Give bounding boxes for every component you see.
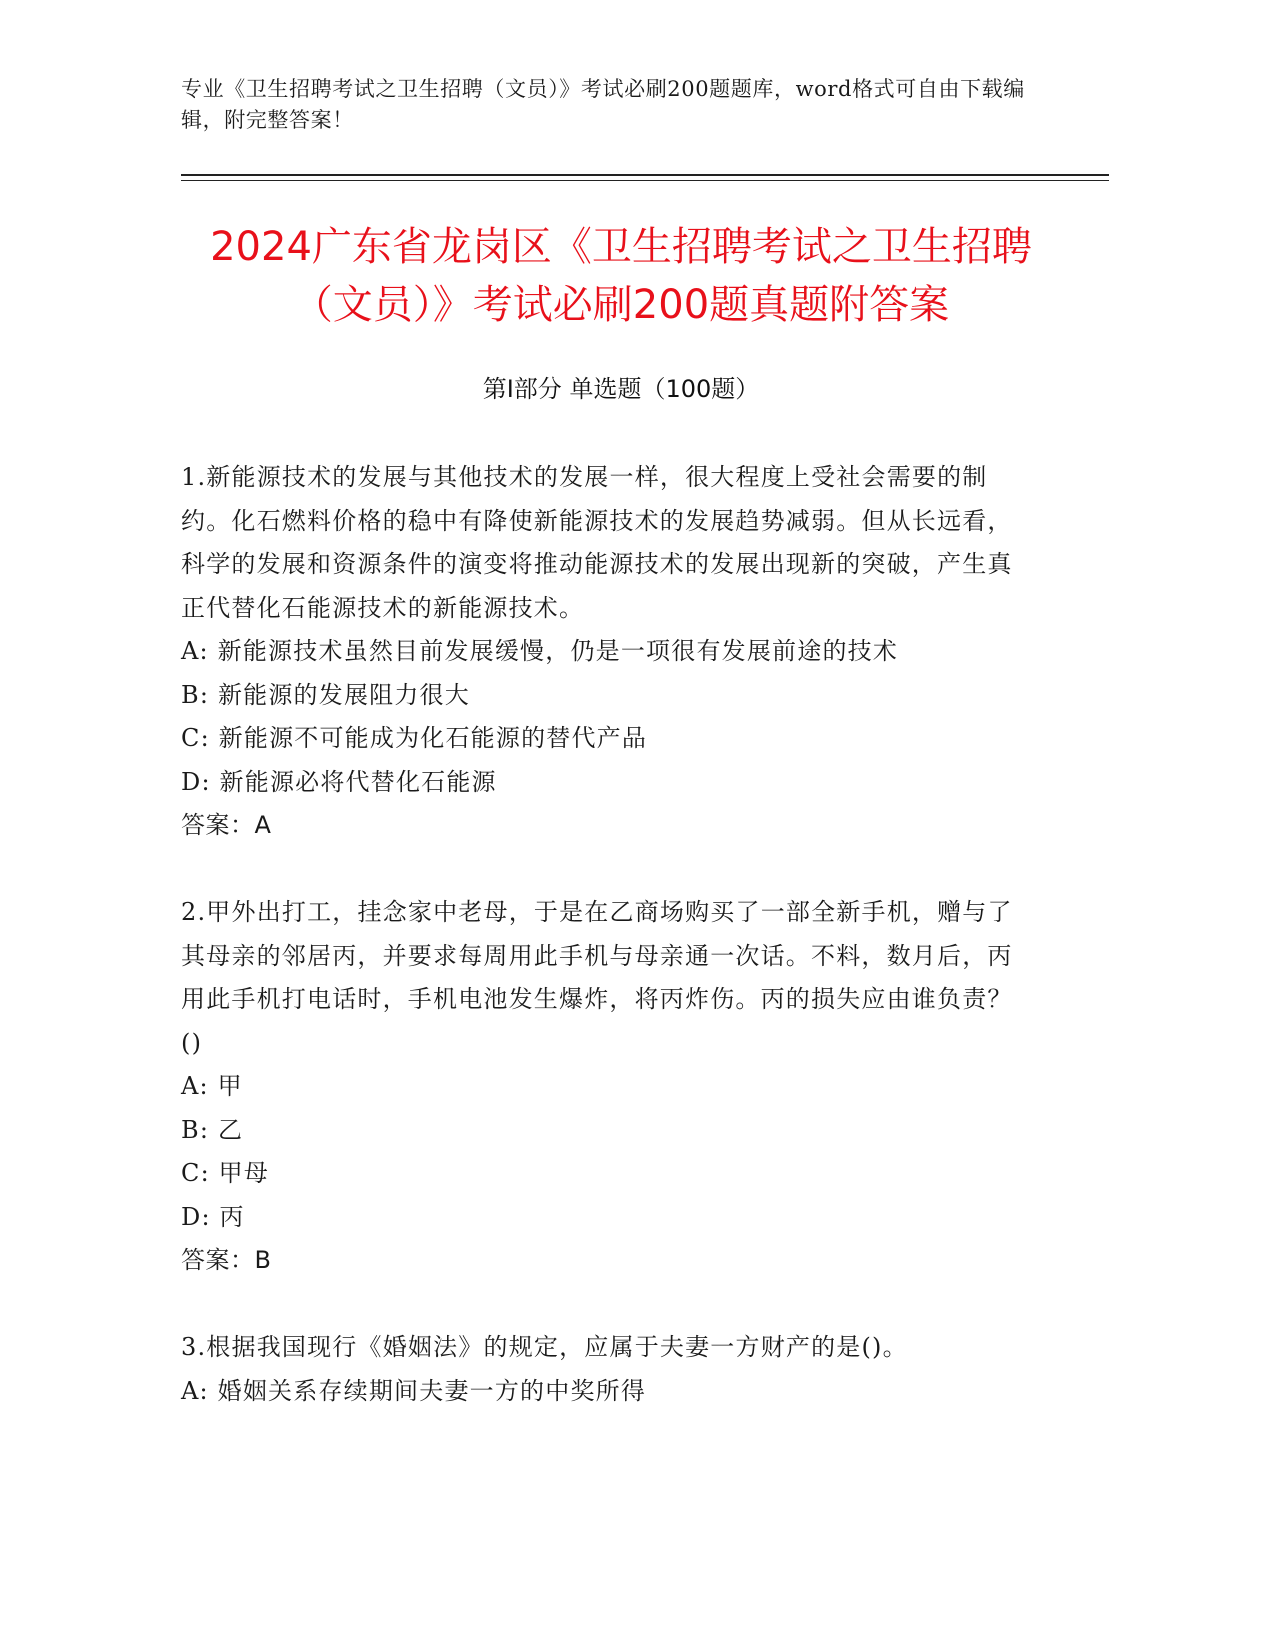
header-rule-thin	[181, 180, 1109, 181]
section-heading: 第Ⅰ部分 单选题（100题）	[482, 375, 760, 403]
option-c: C: 甲母	[181, 1159, 270, 1187]
document-title: 2024广东省龙岗区《卫生招聘考试之卫生招聘（文员）》考试必刷200题真题附答案	[210, 224, 1032, 328]
answer-line: 答案：A	[181, 811, 272, 839]
header-note: 专业《卫生招聘考试之卫生招聘（文员）》考试必刷200题题库，word格式可自由下载编辑，附完整答案！	[181, 77, 1025, 132]
question-stem: 2.甲外出打工，挂念家中老母，于是在乙商场购买了一部全新手机，赠与了其母亲的邻居丙，并要求每周用此手机与母亲通一次话。不料，数月后，丙用此手机打电话时，手机电池发生爆炸，将丙炸伤。丙的损失应由谁负责？()	[181, 898, 1013, 1057]
option-b: B: 乙	[181, 1115, 244, 1144]
answer-line: 答案：B	[181, 1246, 272, 1274]
option-a: A: 甲	[181, 1072, 243, 1100]
question-stem: 3.根据我国现行《婚姻法》的规定，应属于夫妻一方财产的是()。	[181, 1333, 908, 1361]
question-2	[181, 891, 1021, 1283]
question-3	[181, 1326, 1021, 1413]
question-stem: 1.新能源技术的发展与其他技术的发展一样，很大程度上受社会需要的制约。化石燃料价格的稳中有降使新能源技术的发展趋势减弱。但从长远看，科学的发展和资源条件的演变将推动能源技术的发展出现新的突破，产生真正代替化石能源技术的新能源技术。	[181, 463, 1013, 622]
option-d: D: 新能源必将代替化石能源	[181, 767, 497, 796]
option-d: D: 丙	[181, 1202, 245, 1231]
option-c: C: 新能源不可能成为化石能源的替代产品	[181, 724, 648, 752]
question-1	[181, 456, 1021, 848]
header-rule-thick	[181, 174, 1109, 176]
option-a: A: 婚姻关系存续期间夫妻一方的中奖所得	[181, 1376, 647, 1405]
option-b: B: 新能源的发展阻力很大	[181, 680, 470, 709]
option-a: A: 新能源技术虽然目前发展缓慢，仍是一项很有发展前途的技术	[181, 637, 899, 665]
